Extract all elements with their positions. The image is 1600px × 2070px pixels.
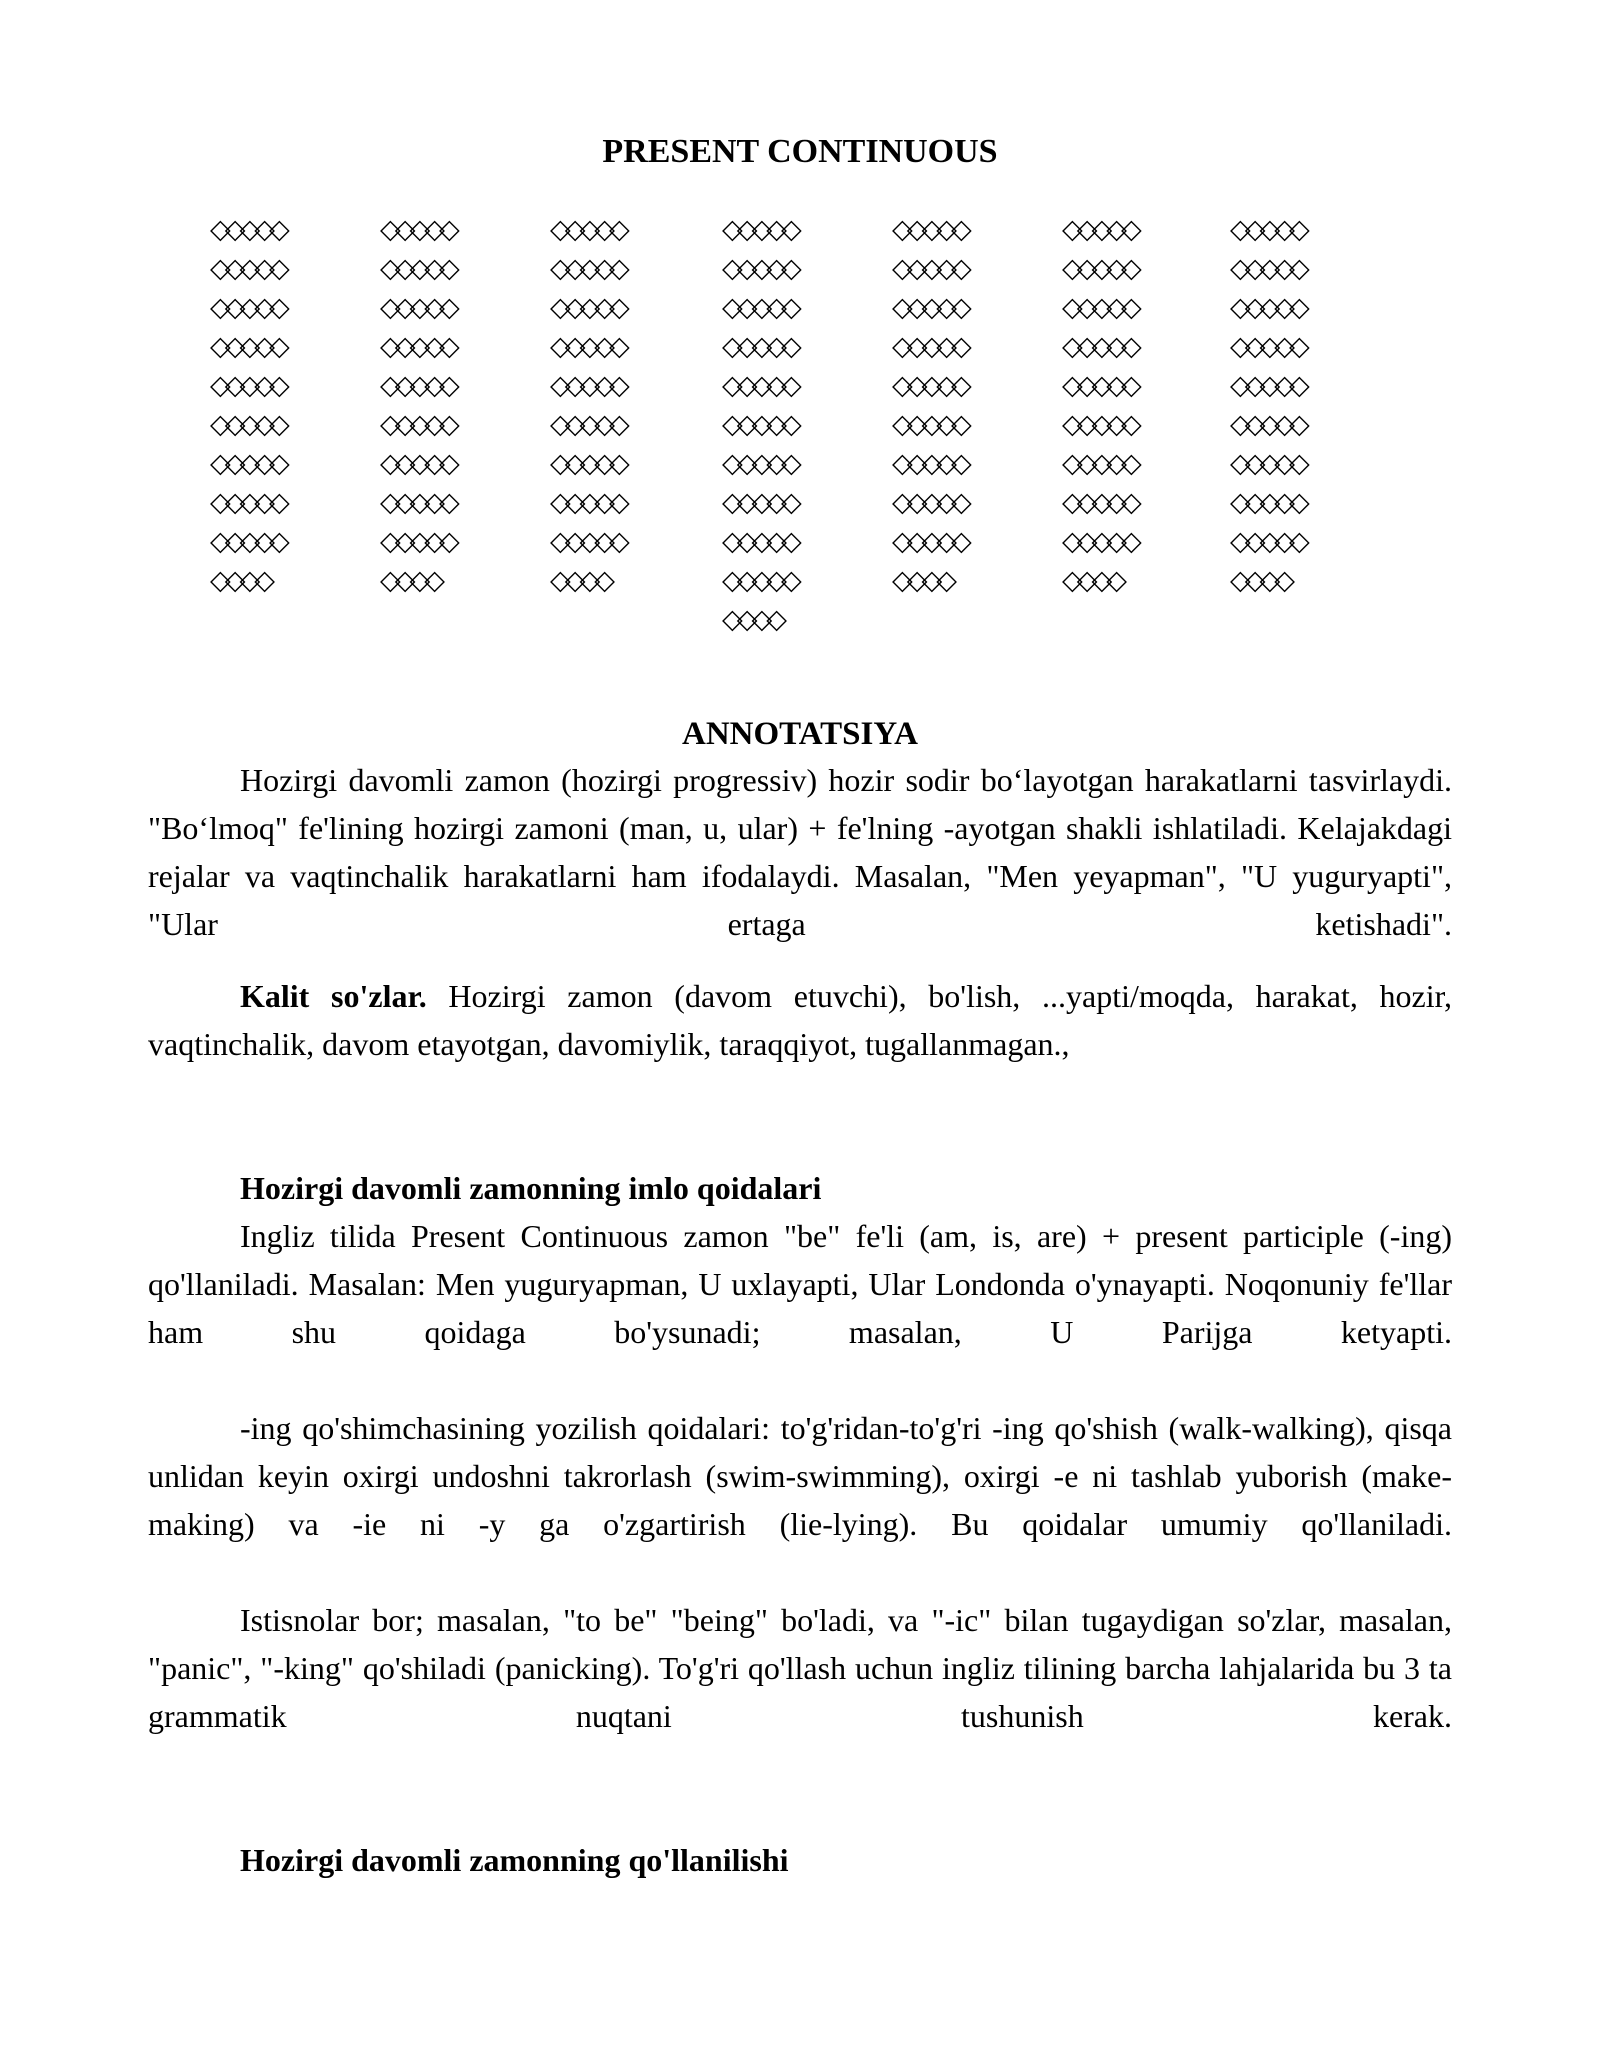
keywords-paragraph (148, 972, 1452, 1068)
glyph-column: ◇◇◇◇◇ ◇◇◇◇◇ ◇◇◇◇◇ ◇◇◇◇◇ ◇◇◇◇◇ ◇◇◇◇◇ ◇◇◇◇◇ ◇◇◇◇◇ ◇◇◇◇◇ ◇◇◇◇ (1230, 214, 1304, 596)
section-paragraph: Istisnolar bor; masalan, "to be" "being" bo'ladi, va "-ic" bilan tugaydigan so'zlar, masalan, "panic", "-king" qo'shiladi (panicking). To'g'ri qo'llash uchun ingliz tilining barcha lahjalarida bu 3 ta grammatik nuqtani tushunish kerak. (148, 1602, 1452, 1734)
document-title: PRESENT CONTINUOUS (602, 133, 998, 170)
document-body (148, 712, 1452, 1884)
section-heading-spelling: Hozirgi davomli zamonning imlo qoidalari (240, 1170, 822, 1206)
keywords-text: Hozirgi zamon (davom etuvchi), bo'lish, ...yapti/moqda, harakat, hozir, vaqtinchalik, davom etayotgan, davomiylik, taraqqiyot, tugallanmagan., (148, 978, 1453, 1062)
glyph-column: ◇◇◇◇◇ ◇◇◇◇◇ ◇◇◇◇◇ ◇◇◇◇◇ ◇◇◇◇◇ ◇◇◇◇◇ ◇◇◇◇◇ ◇◇◇◇◇ ◇◇◇◇◇ ◇◇◇◇ (210, 214, 284, 596)
section-heading-usage: Hozirgi davomli zamonning qo'llanilishi (240, 1842, 789, 1878)
glyph-column: ◇◇◇◇◇ ◇◇◇◇◇ ◇◇◇◇◇ ◇◇◇◇◇ ◇◇◇◇◇ ◇◇◇◇◇ ◇◇◇◇◇ ◇◇◇◇◇ ◇◇◇◇◇ ◇◇◇◇ (892, 214, 966, 596)
annotation-heading: ANNOTATSIYA (682, 716, 918, 752)
glyph-column: ◇◇◇◇◇ ◇◇◇◇◇ ◇◇◇◇◇ ◇◇◇◇◇ ◇◇◇◇◇ ◇◇◇◇◇ ◇◇◇◇◇ ◇◇◇◇◇ ◇◇◇◇◇ ◇◇◇◇ (1062, 214, 1136, 596)
glyph-column: ◇◇◇◇◇ ◇◇◇◇◇ ◇◇◇◇◇ ◇◇◇◇◇ ◇◇◇◇◇ ◇◇◇◇◇ ◇◇◇◇◇ ◇◇◇◇◇ ◇◇◇◇◇ ◇◇◇◇ (550, 214, 624, 596)
keywords-label: Kalit so'zlar. (240, 978, 427, 1014)
glyph-column: ◇◇◇◇◇ ◇◇◇◇◇ ◇◇◇◇◇ ◇◇◇◇◇ ◇◇◇◇◇ ◇◇◇◇◇ ◇◇◇◇◇ ◇◇◇◇◇ ◇◇◇◇◇ ◇◇◇◇ (380, 214, 454, 596)
annotation-paragraph: Hozirgi davomli zamon (hozirgi progressiv) hozir sodir bo‘layotgan harakatlarni tasvirlaydi. "Bo‘lmoq" fe'lining hozirgi zamoni (man, u, ular) + fe'lning -ayotgan shakli ishlatiladi. Kelajakdagi rejalar va vaqtinchalik harakatlarni ham ifodalaydi. Masalan, "Men yeyapman", "U yuguryapti", "Ular ertaga ketishadi". (148, 762, 1452, 942)
section-paragraph: Ingliz tilida Present Continuous zamon "be" fe'li (am, is, are) + present participle (-ing) qo'llaniladi. Masalan: Men yuguryapman, U uxlayapti, Ular Londonda o'ynayapti. Noqonuniy fe'llar ham shu qoidaga bo'ysunadi; masalan, U Parijga ketyapti. (148, 1218, 1452, 1350)
glyph-column: ◇◇◇◇◇ ◇◇◇◇◇ ◇◇◇◇◇ ◇◇◇◇◇ ◇◇◇◇◇ ◇◇◇◇◇ ◇◇◇◇◇ ◇◇◇◇◇ ◇◇◇◇◇ ◇◇◇◇◇ ◇◇◇◇ (722, 214, 796, 635)
section-paragraph: -ing qo'shimchasining yozilish qoidalari: to'g'ridan-to'g'ri -ing qo'shish (walk-walking), qisqa unlidan keyin oxirgi undoshni takrorlash (swim-swimming), oxirgi -e ni tashlab yuborish (make-making) va -ie ni -y ga o'zgartirish (lie-lying). Bu qoidalar umumiy qo'llaniladi. (148, 1410, 1452, 1542)
garbled-glyph-image (210, 210, 1410, 670)
